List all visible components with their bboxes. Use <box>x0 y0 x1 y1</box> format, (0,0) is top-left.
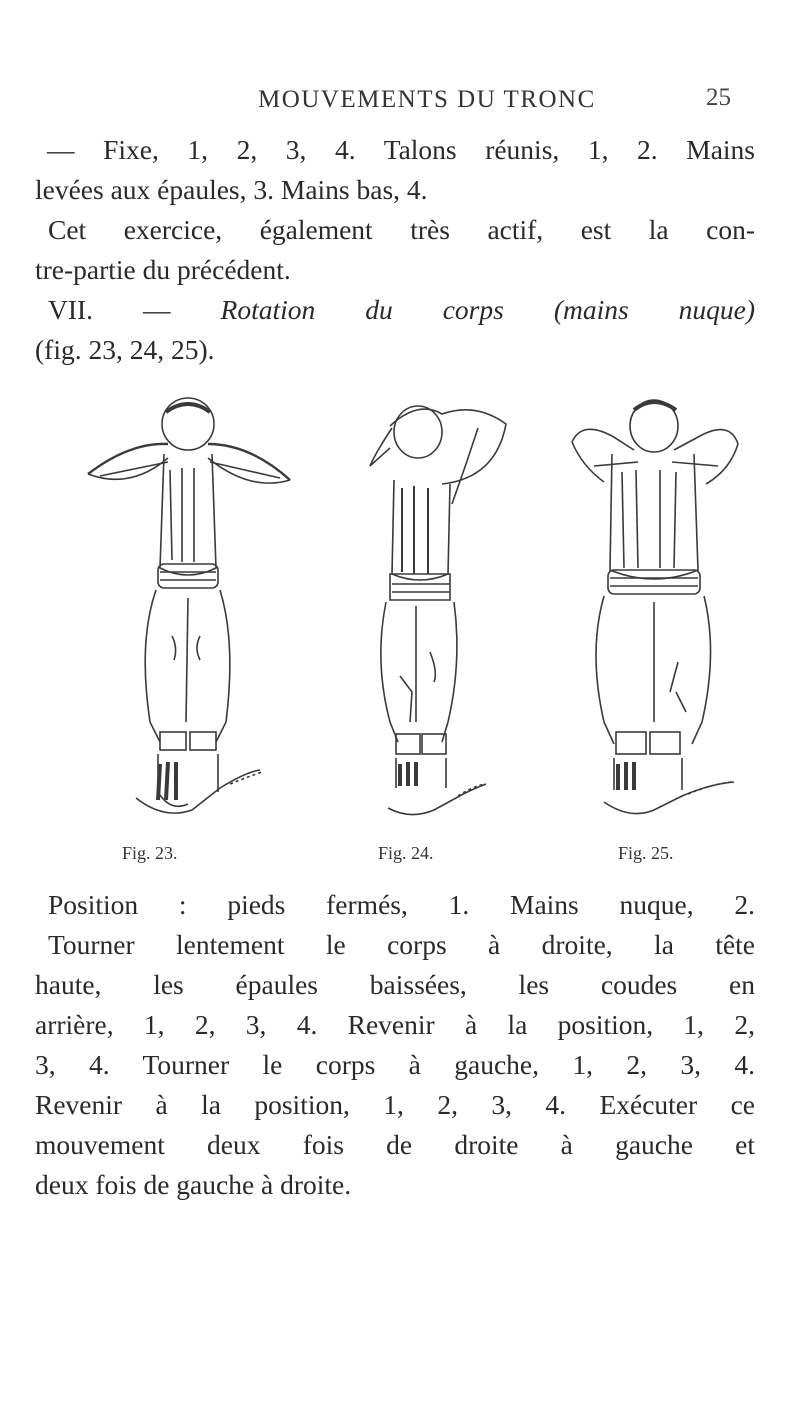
paragraph-fixe <box>35 130 755 210</box>
figure-reference: (fig. 23, 24, 25). <box>35 334 215 365</box>
text-line: arrière, 1, 2, 3, 4. Revenir à la position, 1, 2, <box>35 1009 755 1040</box>
heading-dash: — <box>143 294 171 325</box>
figure-group <box>60 392 740 872</box>
text-line: — Fixe, 1, 2, 3, 4. Talons réunis, 1, 2. Mains <box>47 134 755 165</box>
paragraph-exercise-note <box>35 210 755 290</box>
paragraph-position <box>35 885 755 1205</box>
figure-24 <box>330 392 550 872</box>
text-line: deux fois de gauche à droite. <box>35 1169 352 1200</box>
text-line: mouvement deux fois de droite à gauche et <box>35 1129 755 1160</box>
figure-24-caption: Fig. 24. <box>378 843 434 863</box>
figure-24-illustration <box>330 392 530 837</box>
section-heading-vii <box>35 290 755 370</box>
text-line: levées aux épaules, 3. Mains bas, 4. <box>35 174 428 205</box>
text-line: 3, 4. Tourner le corps à gauche, 1, 2, 3, 4. <box>35 1049 755 1080</box>
figure-23 <box>60 392 280 872</box>
figure-25-illustration <box>542 392 752 837</box>
text-line: Tourner lentement le corps à droite, la tête <box>48 929 755 960</box>
section-numeral: VII. <box>48 294 94 325</box>
figure-25 <box>542 392 762 872</box>
heading-line <box>35 290 755 330</box>
figure-23-illustration <box>60 392 300 837</box>
figure-25-caption: Fig. 25. <box>618 843 674 863</box>
text-line: haute, les épaules baissées, les coudes en <box>35 969 755 1000</box>
running-head: MOUVEMENTS DU TRONC <box>258 86 596 113</box>
page-header <box>0 80 800 120</box>
section-subtitle: (mains nuque) <box>553 294 756 325</box>
text-line: Position : pieds fermés, 1. Mains nuque, 2. <box>48 889 755 920</box>
section-title: Rotation du corps <box>220 294 504 325</box>
page-number: 25 <box>706 84 731 111</box>
text-line: Cet exercice, également très actif, est la con- <box>48 214 755 245</box>
text-line: tre-partie du précédent. <box>35 254 291 285</box>
text-line: Revenir à la position, 1, 2, 3, 4. Exécuter ce <box>35 1089 755 1120</box>
figure-23-caption: Fig. 23. <box>122 843 178 863</box>
